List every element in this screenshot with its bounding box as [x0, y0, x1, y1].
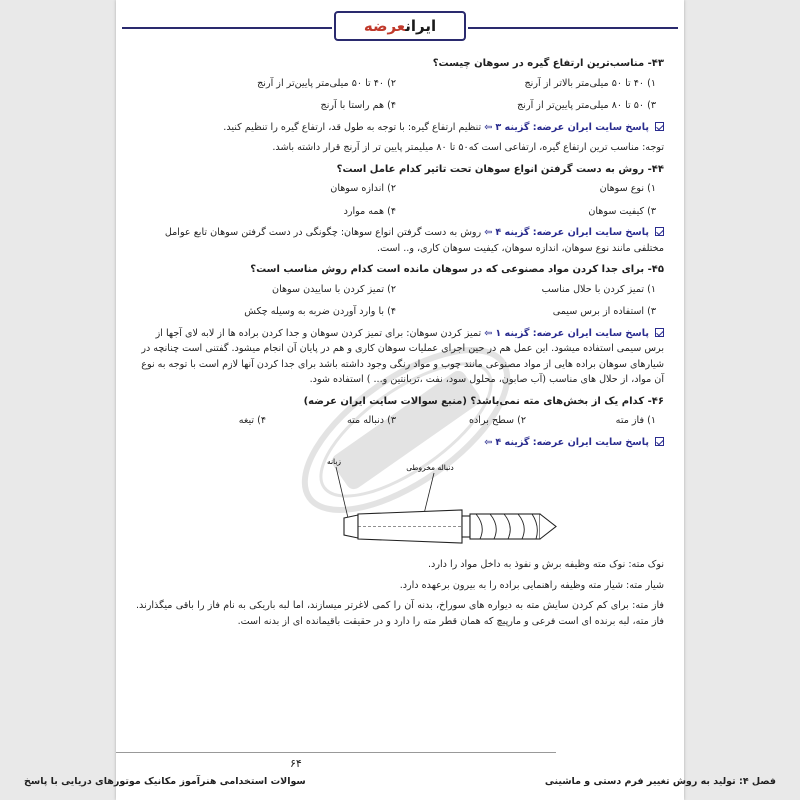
question-46-options [136, 413, 664, 429]
checkbox-icon [655, 227, 664, 236]
question-44-options [136, 181, 664, 219]
q46-option-1: ۱) فاز مته [615, 415, 656, 426]
paragraph-drill-flute: شیار مته: شیار مته وظیفه راهنمایی براده را به بیرون برعهده دارد. [399, 579, 664, 591]
q44-option-1: ۱) نوع سوهان [599, 183, 656, 194]
arrow-left-icon: ⇦ [484, 227, 493, 238]
page-number: ۶۴ [290, 757, 302, 770]
q44-option-2: ۲) اندازه سوهان [330, 183, 396, 194]
site-logo[interactable] [334, 11, 466, 41]
q46-option-4: ۴) تیغه [238, 415, 266, 426]
q45-answer [136, 326, 664, 388]
q43-answer-head: پاسخ سایت ایران عرضه: گزینه ۳ [495, 121, 649, 133]
q43-option-2: ۲) ۴۰ تا ۵۰ میلی‌متر پایین‌تر از آرنج [257, 77, 396, 89]
paragraph-drill-margin: فاز مته: برای کم کردن سایش مته به دیواره های سوراخ، بدنه آن را کمی لاغرتر میسازند، اما لبه باریکی به نام فاز را باقی میگذارند. فاز مته، لبه برنده ای است فرعی و مارپیچ که همان قطر مته را دارد و در حقیقت باقیمانده ای از بدنه است. [136, 600, 664, 627]
q44-option-3: ۳) کیفیت سوهان [588, 205, 656, 217]
q46-option-3: ۳) دنباله مته [346, 415, 396, 426]
arrow-left-icon: ⇦ [484, 121, 493, 133]
arrow-left-icon: ⇦ [484, 436, 493, 448]
q45-option-1: ۱) تمیز کردن با حلال مناسب [541, 283, 656, 295]
question-46-title: ۴۶- کدام یک از بخش‌های مته نمی‌باشد؟ (منبع سوالات سایت ایران عرضه) [303, 395, 664, 407]
q46-option-2: ۲) سطح براده [468, 415, 526, 426]
q45-option-2: ۲) تمیز کردن با ساییدن سوهان [272, 283, 396, 295]
main-content [136, 50, 664, 629]
checkbox-icon [655, 328, 664, 337]
checkbox-icon [655, 122, 664, 131]
question-45-options [136, 282, 664, 320]
q46-answer-head: پاسخ سایت ایران عرضه: گزینه ۴ [495, 436, 649, 448]
footer-divider [116, 752, 556, 753]
paragraph-drill-tip: نوک مته: نوک مته وظیفه برش و نفوذ به داخل مواد را دارد. [428, 559, 664, 570]
q44-answer-head: پاسخ سایت ایران عرضه: گزینه ۴ [495, 227, 649, 238]
logo-accent-text: عرضه [363, 17, 406, 35]
question-44-title: ۴۴- روش به دست گرفتن انواع سوهان تحت تاثیر کدام عامل است؟ [336, 163, 664, 175]
q43-answer [136, 120, 664, 136]
q45-option-3: ۳) استفاده از برس سیمی [552, 306, 656, 317]
q43-option-1: ۱) ۴۰ تا ۵۰ میلی‌متر بالاتر از آرنج [524, 77, 656, 89]
question-43-title: ۴۳- مناسب‌ترین ارتفاع گیره در سوهان چیست؟ [432, 58, 664, 69]
drill-figure [136, 456, 664, 552]
footer-book-title: سوالات استخدامی هنرآموز مکانیک موتورهای دریایی با پاسخ [24, 776, 306, 787]
footer-chapter-title: فصل ۴: تولید به روش تغییر فرم دستی و ماشینی [544, 776, 776, 787]
question-45-title: ۴۵- برای جدا کردن مواد مصنوعی که در سوهان مانده است کدام روش مناسب است؟ [250, 264, 664, 275]
q43-answer-text: تنظیم ارتفاع گیره: با توجه به طول قد، ارتفاع گیره را تنظیم کنید. [223, 121, 482, 133]
logo-main-text: ایران [405, 17, 437, 35]
q45-option-4: ۴) با وارد آوردن ضربه به وسیله چکش [244, 306, 396, 317]
q43-option-3: ۳) ۵۰ تا ۸۰ میلی‌متر پایین‌تر از آرنج [517, 100, 656, 111]
q45-answer-text: تمیز کردن سوهان: برای تمیز کردن سوهان و جدا کردن براده ها از لابه لای آجها از برس سیمی استفاده میشود. این عمل هم در حین اجرای عملیات سوهان کاری و هم در پایان آن انجام میشود. گفتنی است چنانچه در شیارهای سوهان براده هایی از مواد مصنوعی مانند چوب و مواد رنگی وجود داشته باشد برای جدا کردن آنها لازم است با توجه به نوع آن مواد، از حلال های مناسب (آب صابون، محلول سود، نفت ،تربانتین و... ) استفاده شود. [141, 327, 664, 385]
q44-option-4: ۴) همه موارد [343, 205, 396, 217]
logo-text [364, 17, 436, 35]
q43-option-4: ۴) هم راستا با آرنج [320, 100, 396, 111]
question-43-options [136, 76, 664, 114]
q46-answer [136, 435, 664, 451]
drill-diagram [224, 456, 584, 548]
page-sheet [116, 0, 684, 800]
q45-answer-head: پاسخ سایت ایران عرضه: گزینه ۱ [495, 327, 649, 339]
label-shank: دنباله مخروطی [406, 463, 454, 472]
label-tang: زبانه [326, 457, 342, 466]
q44-answer [136, 225, 664, 256]
checkbox-icon [655, 437, 664, 446]
q43-note: توجه: مناسب ترین ارتفاع گیره، ارتفاعی است که۵۰ تا ۸۰ میلیمتر پایین تر از آرنج قرار داشته باشد. [272, 142, 664, 153]
q44-answer-text: روش به دست گرفتن انواع سوهان: چگونگی در دست گرفتن سوهان تابع عوامل مختلفی مانند نوع سوهان، اندازه سوهان، کیفیت سوهان کاری، و.. است. [164, 227, 664, 254]
arrow-left-icon: ⇦ [484, 327, 493, 339]
